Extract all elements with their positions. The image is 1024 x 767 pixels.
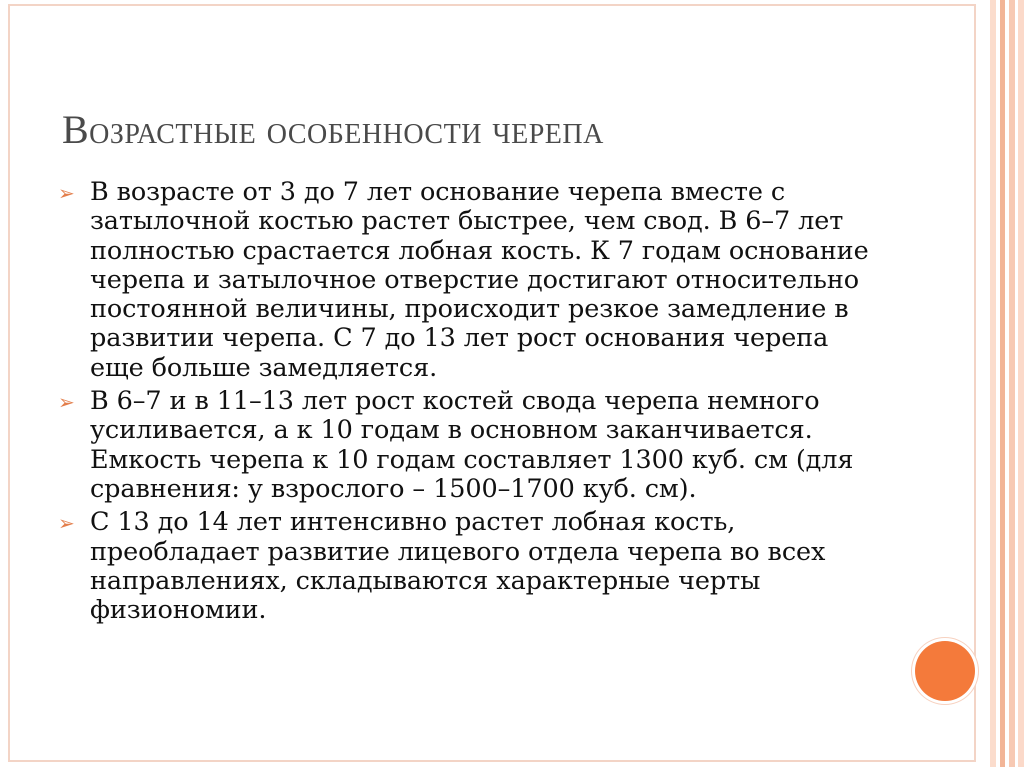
bullet-text: В 6–7 и в 11–13 лет рост костей свода черепа немного усиливается, а к 10 годам в основном заканчивается. Емкость черепа к 10 годам составляет 1300 куб. см (для сравнения: у взрослого – 1500–1700 куб. см). (90, 386, 854, 504)
arrow-bullet-icon: ➢ (58, 392, 75, 415)
slide-title: Возрастные особенности черепа (62, 107, 604, 152)
bullet-list (58, 178, 878, 629)
bullet-item (58, 508, 878, 625)
stripe (1018, 0, 1024, 767)
bullet-text: С 13 до 14 лет интенсивно растет лобная кость, преобладает развитие лицевого отдела черепа во всех направлениях, складываются характерные черты физиономии. (90, 507, 826, 626)
arrow-bullet-icon: ➢ (58, 513, 75, 536)
bullet-item (58, 387, 878, 504)
decorative-circle (915, 641, 975, 701)
arrow-bullet-icon: ➢ (58, 183, 75, 205)
stripe (980, 0, 990, 767)
bullet-item (58, 178, 878, 383)
decorative-stripes (980, 0, 1024, 767)
bullet-text: В возрасте от 3 до 7 лет основание черепа вместе с затылочной костью растет быстрее, чем свод. В 6–7 лет полностью срастается лобная кость. К 7 годам основание черепа и затылочное отверстие достигают относительно постоянной величины, происходит резкое замедление в развитии черепа. С 7 до 13 лет рост основания черепа еще больше замедляется. (90, 177, 869, 383)
